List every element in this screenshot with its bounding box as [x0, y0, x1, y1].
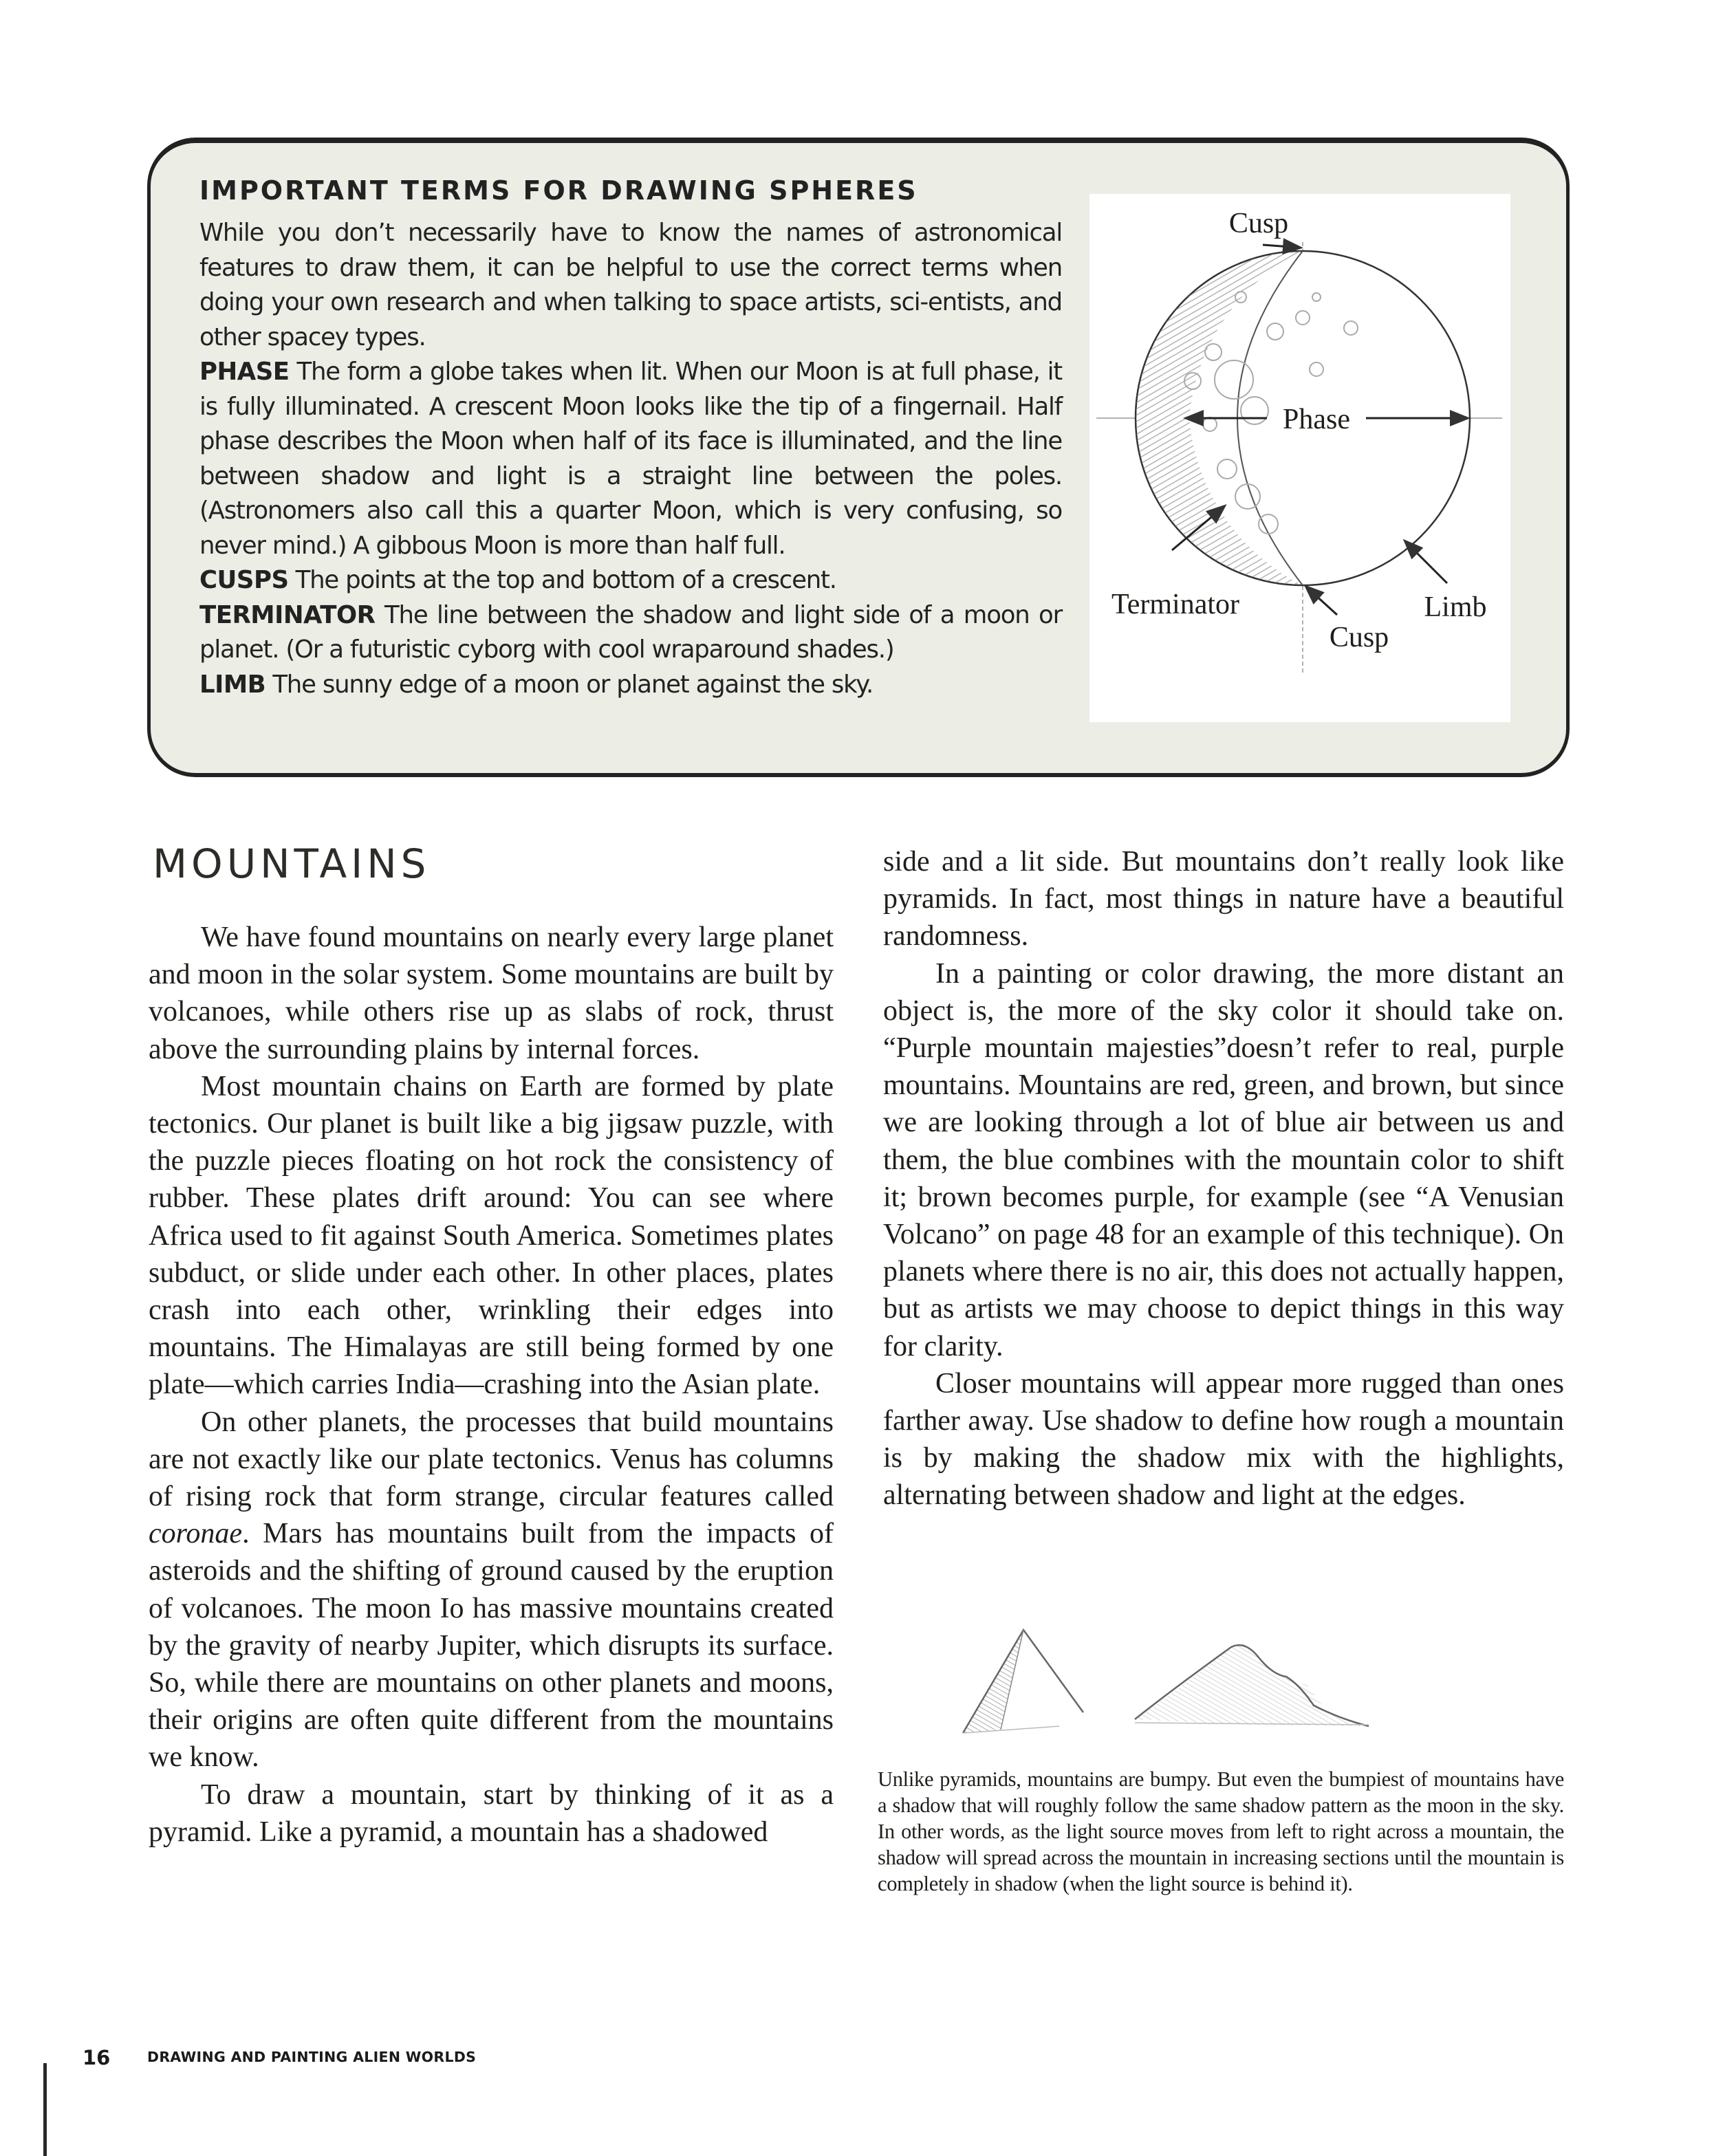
italic-term: coronae [149, 1518, 243, 1550]
cusp-top-arrow [1263, 245, 1299, 248]
figure-caption: Unlike pyramids, mountains are bumpy. But even the bumpiest of mountains have a shadow that will roughly follow the same shadow pattern as the moon in the sky. In other words, as the light source moves from left to right across a mountain, the shadow will spread across the mountain in increasing sections until the mountain is completely in shadow (when the light source is behind it). [878, 1767, 1564, 1895]
term-cusps [199, 563, 1062, 598]
paragraph: side and a lit side. But mountains don’t really look like pyramids. In fact, most things in nature have a beautiful randomness. [883, 846, 1564, 952]
article-right-column [883, 843, 1564, 1514]
cusp-bottom-arrow [1307, 587, 1337, 615]
label-phase: Phase [1283, 404, 1350, 435]
section-heading: MOUNTAINS [153, 840, 431, 887]
paragraph: Most mountain chains on Earth are formed by plate tectonics. Our planet is built like a big jigsaw puzzle, with the puzzle pieces floating on hot rock the consistency of rubber. These plates drift around: You can see where Africa used to fit against South America. Sometimes plates subduct, or slide under each other. In other places, plates crash into each other, wrinkling their edges into mountains. The Himalayas are still being formed by one plate—which carries India—crashing into the Asian plate. [149, 1070, 834, 1401]
sidebar-content [199, 173, 1062, 702]
mountain-sketches [942, 1609, 1561, 1740]
label-cusp-top: Cusp [1228, 208, 1289, 239]
term-terminator [199, 598, 1062, 668]
sidebar-intro: While you don’t necessarily have to know the names of astronomical features to draw them, it can be helpful to use the correct terms when doing your own research and when talking to space artists, sci-entists, and other spacey types. [199, 219, 1062, 351]
term-limb [199, 668, 1062, 703]
pyramid-sketch [963, 1630, 1083, 1733]
term-label: LIMB [199, 670, 266, 699]
term-label: TERMINATOR [199, 600, 376, 629]
paragraph-text: . Mars has mountains built from the impacts of asteroids and the shifting of ground caused by the eruption of volcanoes. The moon Io has massive mountains created by the gravity of nearby Jupiter, which disrupts its surface. So, while there are mountains on other planets and moons, their origins are often quite different from the mountains we know. [149, 1518, 834, 1774]
article-left-column [149, 919, 834, 1851]
label-limb: Limb [1424, 591, 1487, 623]
margin-rule [43, 2063, 47, 2156]
paragraph-text: On other planets, the processes that build mountains are not exactly like our plate tectonics. Venus has columns of rising rock that form strange, circular features called [149, 1406, 834, 1513]
label-cusp-bottom: Cusp [1329, 622, 1389, 653]
label-terminator: Terminator [1111, 589, 1239, 620]
paragraph: We have found mountains on nearly every large planet and moon in the solar system. Some mountains are built by volcanoes, while others rise up as slabs of rock, thrust above the surrounding plains by internal forces. [149, 922, 834, 1065]
running-footer-title: DRAWING AND PAINTING ALIEN WORLDS [147, 2049, 477, 2065]
term-definition: The sunny edge of a moon or planet against the sky. [272, 670, 874, 699]
sidebar-title: IMPORTANT TERMS FOR DRAWING SPHERES [199, 175, 918, 206]
term-definition: The form a globe takes when lit. When our Moon is at full phase, it is fully illuminated. A crescent Moon looks like the tip of a fingernail. Half phase describes the Moon when half of its face is illuminated, and the line between shadow and light is a straight line between the poles. (Astronomers also call this a quarter Moon, which is very confusing, so never mind.) A gibbous Moon is more than half full. [199, 358, 1063, 560]
paragraph: In a painting or color drawing, the more distant an object is, the more of the sky color it should take on. “Purple mountain majesties”doesn’t refer to real, purple mountains. Mountains are red, green, and brown, but since we are looking through a lot of blue air between us and them, the blue combines with the mountain color to shift it; brown becomes purple, for example (see “A Venusian Volcano” on page 48 for an example of this technique). On planets where there is no air, this does not actually happen, but as artists we may choose to depict things in this way for clarity. [883, 957, 1564, 1362]
moon-phase-diagram [1089, 194, 1510, 722]
term-definition: The points at the top and bottom of a crescent. [295, 566, 836, 594]
bumpy-mountain-sketch [1135, 1644, 1369, 1726]
term-label: PHASE [199, 358, 290, 386]
paragraph: Closer mountains will appear more rugged than ones farther away. Use shadow to define how rough a mountain is by making the shadow mix with the highlights, alternating between shadow and light at the edges. [883, 1367, 1564, 1512]
limb-arrow [1406, 542, 1447, 583]
term-definition: The line between the shadow and light side of a moon or planet. (Or a futuristic cyborg with cool wraparound shades.) [199, 600, 1062, 664]
paragraph [149, 1404, 834, 1776]
term-label: CUSPS [199, 566, 289, 594]
paragraph: To draw a mountain, start by thinking of it as a pyramid. Like a pyramid, a mountain has a shadowed [149, 1778, 834, 1848]
page-number: 16 [83, 2046, 111, 2069]
term-phase [199, 355, 1062, 563]
